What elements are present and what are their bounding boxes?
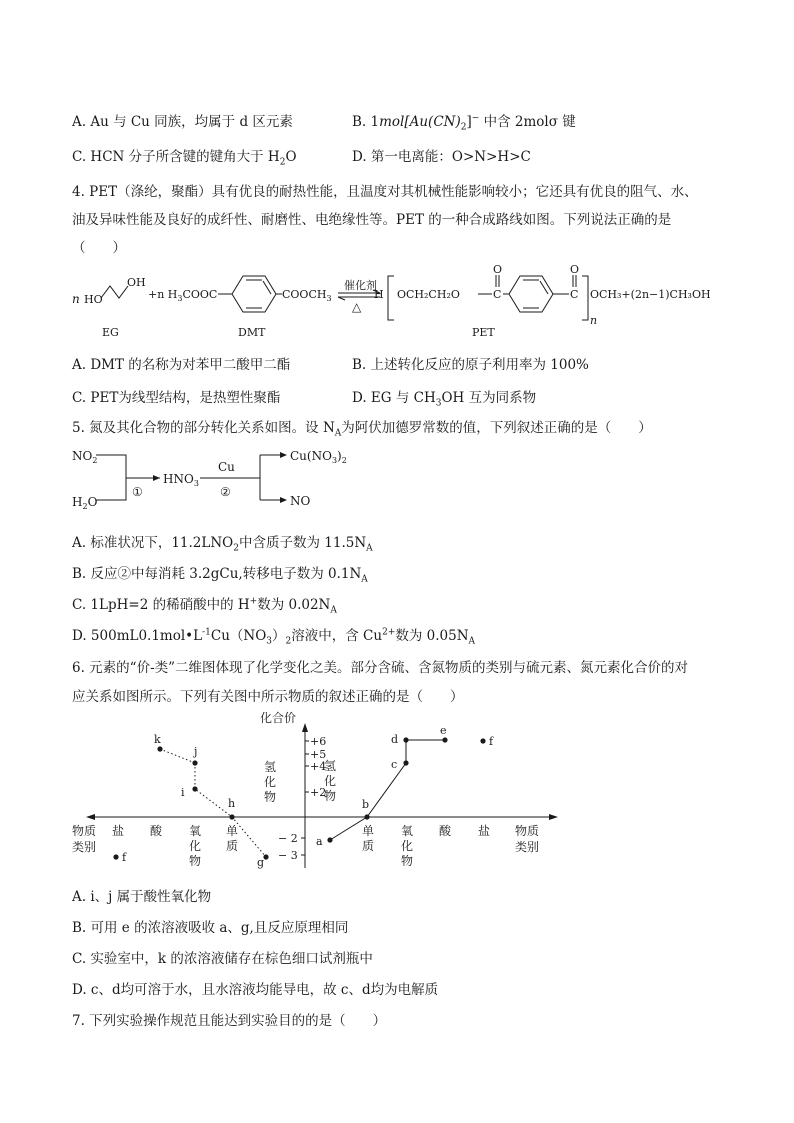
q3-option-a: A. Au 与 Cu 同族，均属于 d 区元素 [72,114,293,130]
point-d-label: d [391,733,399,746]
dmt-right-group: $COOCH_3$ [282,288,332,303]
point-i [192,786,197,791]
point-k [157,746,162,751]
dmt-left-group: +n $H_3COOC$ [148,288,218,303]
point-h [229,814,234,819]
q4-option-d: D. EG 与 $CH_3OH$ 互为同系物 [352,390,537,409]
pet-carbonyl-o-2: O [570,263,580,276]
step-2-marker: ② [220,485,231,499]
q6-option-d: D. c、d均可溶于水，且水溶液均能导电，故 c、d均为电解质 [72,982,439,998]
pet-label: PET [472,326,495,339]
q5-stem: 5. 氮及其化合物的部分转化关系如图。设 $N_A$为阿伏加德罗常数的值，下列叙述正确的是（ ） [72,420,652,439]
point-c-label: c [391,758,398,771]
q4-option-b: B. 上述转化反应的原子利用率为 100% [352,357,589,373]
pet-och2ch2o: OCH₂CH₂O [397,288,460,301]
reactant-bracket [96,455,126,500]
q5-option-a: A. 标准状况下，$11.2LNO_2$中含质子数为 $11.5N_A$ [72,535,373,554]
q4-answer-blank: （ ） [72,240,126,256]
right-cat-salt: 盐 [478,824,491,838]
point-b [364,814,369,819]
eg-label: EG [102,326,119,339]
point-h-label: h [228,797,236,810]
q6-stem-line1: 6. 元素的“价-类”二维图体现了化学变化之美。部分含硫、含氮物质的类别与硫元素、氮元素化合价的对 [72,660,689,676]
left-cat-acid: 酸 [150,824,163,838]
point-j-label: j [194,745,198,758]
dmt-label: DMT [238,326,266,339]
right-cat-substance-class-2: 类别 [515,840,540,854]
hydride-label-left [264,760,276,804]
left-cat-substance-class-2: 类别 [72,840,97,854]
nitrogen-path-solid [330,740,445,840]
hydride-label-right [324,759,336,803]
point-c [403,760,408,765]
hno3-label: $HNO_3$ [163,472,199,488]
no-label: NO [290,494,311,508]
h2o-label: $H_2O$ [72,495,98,511]
point-i-label: i [181,786,185,799]
q3-option-d: D. 第一电离能：O>N>H>C [352,149,531,165]
y-tick-minus2: − 2 [278,832,298,845]
y-tick-plus6: +6 [310,735,327,748]
point-f-right-label: f [489,735,494,748]
point-e-label: e [440,724,447,737]
right-cat-oxide-3: 物 [401,854,414,868]
eg-coefficient: n [72,292,80,306]
left-cat-element-1: 单 [226,824,239,838]
y-tick-plus5: +5 [310,748,327,761]
q6-stem-line2: 应关系如图所示。下列有关图中所示物质的叙述正确的是（ ） [72,689,464,705]
point-d [403,737,408,742]
eg-oh: OH [127,276,146,289]
dmt-benzene-ring [232,276,276,312]
point-g-label: g [257,856,265,869]
pet-repeat-n: n [590,314,598,327]
sulfur-path-dotted [160,749,195,763]
right-cat-acid: 酸 [439,824,452,838]
point-g [263,854,268,859]
q7-stem: 7. 下列实验操作规范且能达到实验目的的是（ ） [72,1013,387,1029]
pet-h-end: H [374,288,384,301]
heat-symbol: △ [352,300,362,314]
right-cat-element-1: 单 [362,824,375,838]
hydride-left-char2: 化 [264,775,277,789]
hydride-left-char1: 氢 [264,760,277,774]
right-cat-substance-class-1: 物质 [515,824,540,838]
pet-carbonyl-o-1: O [493,263,503,276]
point-a [327,837,332,842]
q4-stem-line1: 4. PET（涤纶，聚酯）具有优良的耐热性能，且温度对其机械性能影响较小；它还具有优良的阻气、水、 [72,184,698,200]
data-points [113,724,494,869]
y-axis-title: 化合价 [260,711,297,725]
point-k-label: k [154,733,161,746]
left-cat-salt: 盐 [112,824,125,838]
q5-option-c: C. 1LpH=2 的稀硝酸中的 H+数为 $0.02N_A$ [72,596,337,616]
nitrogen-conversion-scheme [68,444,368,514]
point-f-right [480,738,485,743]
y-axis-arrow [302,723,308,732]
cu-reagent-label: Cu [218,460,235,474]
q5-option-b: B. 反应②中每消耗 3.2gCu,转移电子数为 $0.1N_A$ [72,566,368,585]
no2-label: $NO_2$ [72,449,98,465]
arrow-3-head [280,452,287,458]
q3-option-c: C. HCN 分子所含键的键角大于 $H_2O$ [72,149,297,168]
pet-right-bracket [582,276,588,320]
q6-option-c: C. 实验室中，k 的浓溶液储存在棕色细口试剂瓶中 [72,951,373,967]
left-category-labels [72,823,238,868]
point-j [192,760,197,765]
x-axis-left-arrow [86,814,95,820]
eg-skeleton [101,286,128,298]
left-cat-oxide-3: 物 [189,854,202,868]
pet-left-bracket [388,276,394,320]
pet-carbonyl-c-2: C [570,288,579,301]
left-cat-oxide-2: 化 [189,839,202,853]
q4-option-c: C. PET为线型结构，是热塑性聚酯 [72,390,281,406]
q5-option-d: D. $500mL0.1mol•L^{-1}Cu(NO_3)_2$溶液中，含 $Cu^{2+}$数为 $0.05N_A$ [72,627,476,647]
point-f-left [113,854,118,859]
right-cat-oxide-2: 化 [401,839,414,853]
left-cat-oxide-1: 氧 [189,824,202,838]
point-a-label: a [316,835,323,848]
hydride-right-char3: 物 [324,789,337,803]
hydride-right-char2: 化 [324,774,337,788]
right-cat-oxide-1: 氧 [401,824,414,838]
q6-option-b: B. 可用 e 的浓溶液吸收 a、g,且反应原理相同 [72,920,349,936]
arrow-4-head [280,497,287,503]
point-e [442,737,447,742]
pet-synthesis-scheme [68,262,728,344]
point-b-label: b [362,798,370,811]
valence-class-diagram [68,708,568,878]
step-1-marker: ① [132,485,143,499]
q3-option-b: B. $1mol[Au(CN)_2]^-$ 中含 2molσ 键 [352,113,576,133]
y-tick-plus4: +4 [310,760,327,773]
catalyst-label: 催化剂 [344,279,377,292]
left-cat-substance-class-1: 物质 [72,824,97,838]
q4-stem-line2: 油及异味性能及良好的成纤性、耐磨性、电绝缘性等。PET 的一种合成路线如图。下列说法正确的是 [72,212,672,228]
hydride-right-char1: 氢 [324,759,337,773]
hydride-left-char3: 物 [264,790,277,804]
right-cat-element-2: 质 [362,839,375,853]
pet-tail-byproduct: OCH₃+(2n−1)CH₃OH [590,288,711,301]
pet-benzene-ring [509,276,553,312]
right-category-labels [362,823,539,868]
left-cat-element-2: 质 [226,839,239,853]
x-axis-right-arrow [549,814,558,820]
q6-option-a: A. i、j 属于酸性氧化物 [72,889,212,905]
eg-ho: HO [84,293,103,306]
q4-option-a: A. DMT 的名称为对苯甲二酸甲二酯 [72,357,291,373]
pet-carbonyl-c-1: C [493,288,502,301]
cuno3-label: $Cu(NO_3)_2$ [290,449,347,465]
y-tick-minus3: − 3 [278,849,298,862]
arrow-1-head [153,475,160,481]
point-f-left-label: f [122,851,127,864]
y-tick-plus2: +2 [310,786,327,799]
